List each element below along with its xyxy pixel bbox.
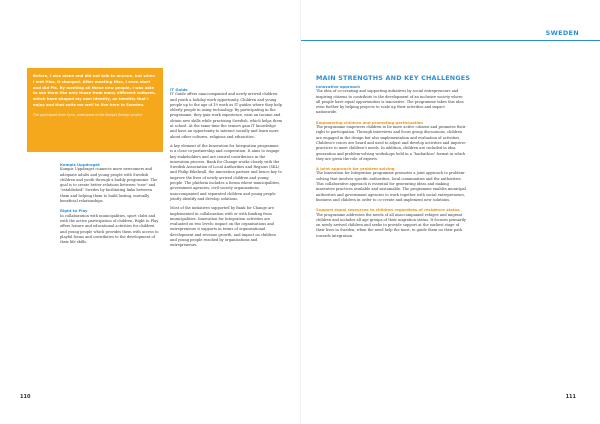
section-equal-resources [316,207,466,239]
page-number-left: 110 [20,394,31,400]
section-empowering [316,120,466,162]
paragraph-equal-resources: The programme addresses the needs of all unaccompanied refugee and migrant children and includes all age groups of their migration status. It focuses primarily on newly arrived children and seeks to provide support at the earliest stage of their lives in Sweden, when the need help the most, to guide them on their path towards integration. [316,212,466,238]
quote-box [27,68,163,152]
paragraph-key-element: A key element of the Innovation for Integration programme is a close co-partnership and cooperation. It aims to engage key stakeholders and are central contributors in the innovation process. Bank for Change works closely with the Swedish Association of Local Authorities and Regions (SKL) and Philip Eikelwall, the innovation partner and hence key to improve the lives of newly arrived children and young people. The platform includes a forum where municipalities, government agencies, civil society organisations, unaccompanied and separated children and young people jointly identify and develop solutions. [170,143,282,201]
heading-joint-approach: A joint approach for problem solving [316,166,395,172]
country-header: SWEDEN [545,29,579,37]
section-title: MAIN STRENGTHS AND KEY CHALLENGES [316,74,471,82]
left-column-b [170,87,282,253]
section-joint-approach [316,166,466,203]
paragraph-kompis: Kompis Uppdraget connects more newcomers and adequate adults and young people with Swedish children and youth through a buddy programme. The goal is to create better relations between "new" and "established" Swedes by facilitating links between them and helping them to build lasting, mutually beneficial relationships. [60,167,158,204]
heading-it-guide: IT Guide [170,87,188,92]
page-number-right: 111 [565,394,576,400]
section-innovative [316,84,466,116]
quote-text: Before, I was alone and did not talk to anyone, but when I met Hiss, it changed. After meeting Hiss, I even start and did PIs. By meeting all these new people, I was able to see them like only those from many different cultures, which have shaped my own identity, an identity that I enjoy and that suits me well to live here in Sweden. [33,73,156,107]
heading-kompis: Kompis Uppdraget [60,162,100,167]
heading-innovative: Innovative approach [316,84,360,89]
paragraph-it-guide: IT Guide offers unaccompanied and newly arrived children and youth a holiday work opportunity. Children and young people up to the age of 19 work as IT guides where they help elderly people in using technology. By participating in the programme, they gain work experience, earn an income and obtain new skills while practising Swedish, which helps them at school. At the same time the seniors gain IT knowledge and have an opportunity to interact socially and learn more about other cultures, religions and ethnicities. [170,92,282,139]
paragraph-innovative: The idea of co-creating and supporting initiatives by social entrepreneurs and inspiring citizens to contribute to the development of an inclusive society where all people have equal opportunities is innovative. The programme takes this idea even further by helping projects to scale up their activities and impact nationwide. [316,89,464,115]
heading-right-to-play: Right to Play [60,208,88,214]
paragraph-empowering: The programme empowers children to be more active citizens and promotes their right to participation. Through interviews and focus group discussions, children are engaged in the design but also implementation and evaluation of activities. Children's voices are heard and used to adjust and develop activities and improve practices to meet children's needs. In addition, children are included in idea generation and problem-solving workshops held in a "hackathon" format in which they are given the role of experts. [316,125,466,161]
heading-empowering: Empowering children and promoting participation [316,119,424,125]
right-page [300,0,600,424]
quote-citation: The participant from Syria, participant of the Kompis Sverige project [33,112,143,117]
left-column-a [60,162,160,249]
paragraph-joint-approach: The Innovation for Integration programme promotes a joint approach to problem-solving that involves specific authorities, local communities and the authorities. This collaborative approach is essential for generating ideas and making innovative practices available and sustainable. The programme enables municipal authorities and government agencies to work together with social entrepreneurs, business and children in order to co-create and implement new solutions. [316,171,466,202]
heading-equal-resources: Support equal resources to children regardless of residence status [316,207,460,213]
paragraph-right-to-play: In collaboration with municipalities, sport clubs and with the active participation of children, Right to Play offers leisure and educational activities for children and young people which provides them with access to playful forms and contributes to the development of their life skills. [60,213,159,245]
header-rule [301,40,600,41]
right-column [316,84,466,243]
paragraph-initiatives: Most of the initiatives supported by Bank for Change are implemented in collaboration with or with funding from municipalities. Innovation for Integration activities are evaluated on two levels: impact on the organisations and entrepreneurs it supports in terms of organisational development and revenue growth, and impact on children and young people reached by organisations and entrepreneurs. [170,206,276,248]
